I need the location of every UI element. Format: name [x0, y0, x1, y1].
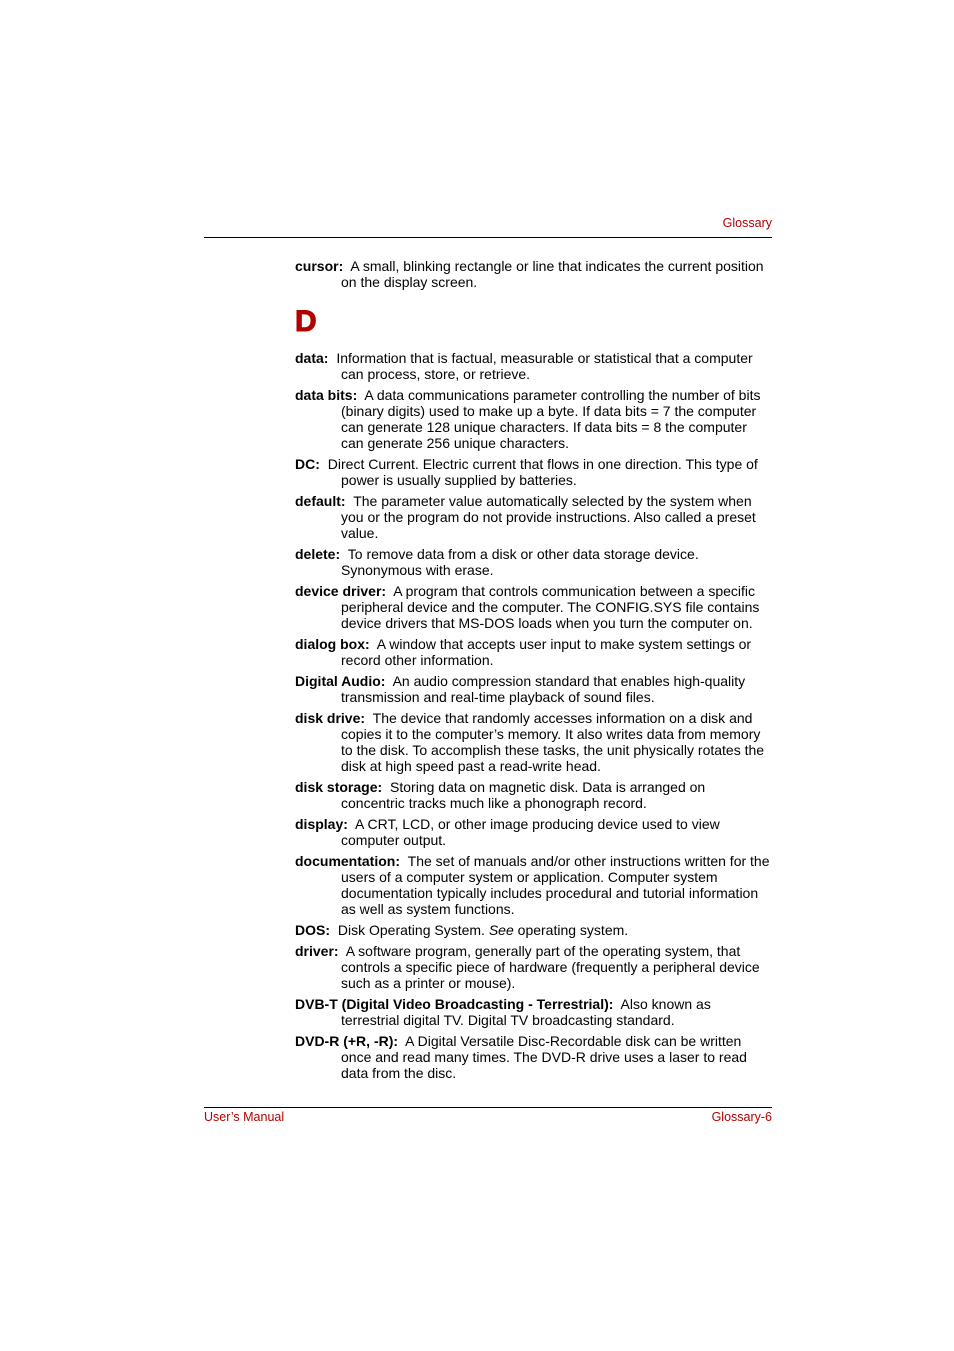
entry-term: DC: [295, 456, 320, 472]
entry-term: DOS: [295, 922, 330, 938]
glossary-entry [295, 710, 771, 774]
glossary-entry [295, 996, 771, 1028]
glossary-entry [295, 1033, 771, 1081]
entry-term: cursor: [295, 258, 344, 274]
entry-term: default: [295, 493, 346, 509]
entry-term: display: [295, 816, 348, 832]
entry-term: documentation: [295, 853, 400, 869]
entry-definition: A CRT, LCD, or other image producing device used to view computer output. [341, 816, 720, 848]
entry-term: DVD-R (+R, -R): [295, 1033, 399, 1049]
entry-definition: An audio compression standard that enables high-quality transmission and real-time playback of sound files. [341, 673, 746, 705]
entry-definition: The parameter value automatically selected by the system when you or the program do not provide instructions. Also called a preset value. [341, 493, 756, 541]
entry-term: disk drive: [295, 710, 366, 726]
glossary-entry [295, 493, 771, 541]
entry-definition: The device that randomly accesses information on a disk and copies it to the computer’s memory. It also writes data from memory to the disk. To accomplish these tasks, the unit physically rotates the disk at high speed past a read-write head. [341, 710, 765, 774]
entry-term: data: [295, 350, 329, 366]
entry-term: DVB-T (Digital Video Broadcasting - Terrestrial): [295, 996, 614, 1012]
glossary-entry [295, 853, 771, 917]
glossary-entry-cursor [295, 258, 771, 290]
entry-term: data bits: [295, 387, 358, 403]
entry-definition: A software program, generally part of the operating system, that controls a specific piece of hardware (frequently a peripheral device such as a printer or mouse). [341, 943, 760, 991]
header-rule [204, 237, 772, 238]
entry-definition: Information that is factual, measurable or statistical that a computer can process, store, or retrieve. [336, 350, 753, 382]
entry-term: delete: [295, 546, 341, 562]
footer-rule [204, 1107, 772, 1108]
entry-definition: Storing data on magnetic disk. Data is arranged on concentric tracks much like a phonograph record. [341, 779, 706, 811]
entry-definition: Also known as terrestrial digital TV. Digital TV broadcasting standard. [341, 996, 711, 1028]
entry-term: disk storage: [295, 779, 383, 795]
glossary-entry [295, 387, 771, 451]
glossary-entry [295, 636, 771, 668]
entry-definition: A window that accepts user input to make system settings or record other information. [341, 636, 752, 668]
glossary-entry [295, 456, 771, 488]
glossary-entry [295, 816, 771, 848]
entry-term: device driver: [295, 583, 387, 599]
section-letter: D [295, 305, 317, 338]
entry-definition: A small, blinking rectangle or line that indicates the current position on the display screen. [341, 258, 764, 290]
footer-manual-title: User’s Manual [204, 1110, 285, 1124]
glossary-entries [295, 350, 771, 1081]
entry-term: Digital Audio: [295, 673, 386, 689]
entry-definition: A program that controls communication between a specific peripheral device and the computer. The CONFIG.SYS file contains device drivers that MS-DOS loads when you turn the computer on. [341, 583, 760, 631]
footer-page-number: Glossary-6 [711, 1110, 772, 1124]
glossary-entry [295, 943, 771, 991]
entry-definition: A Digital Versatile Disc-Recordable disk can be written once and read many times. The DVD-R drive uses a laser to read data from the disc. [341, 1033, 747, 1081]
entry-definition: Disk Operating System. [337, 922, 485, 938]
entry-term: driver: [295, 943, 339, 959]
see-reference: See [488, 922, 514, 938]
glossary-entry [295, 922, 771, 938]
entry-term: dialog box: [295, 636, 370, 652]
glossary-entry [295, 546, 771, 578]
running-head: Glossary [722, 216, 772, 230]
glossary-entry [295, 350, 771, 382]
see-target: operating system. [517, 922, 629, 938]
glossary-entry [295, 673, 771, 705]
glossary-entry [295, 779, 771, 811]
glossary-entry [295, 583, 771, 631]
entry-definition: A data communications parameter controlling the number of bits (binary digits) used to make up a byte. If data bits = 7 the computer can generate 128 unique characters. If data bits = 8 the computer can generate 256 unique characters. [341, 387, 761, 451]
entry-definition: Direct Current. Electric current that flows in one direction. This type of power is usually supplied by batteries. [327, 456, 758, 488]
entry-definition: The set of manuals and/or other instructions written for the users of a computer system or application. Computer system documentation typically includes procedural and tutorial information as well as system functions. [341, 853, 770, 917]
glossary-content [295, 258, 771, 1086]
entry-definition: To remove data from a disk or other data storage device. Synonymous with erase. [341, 546, 699, 578]
